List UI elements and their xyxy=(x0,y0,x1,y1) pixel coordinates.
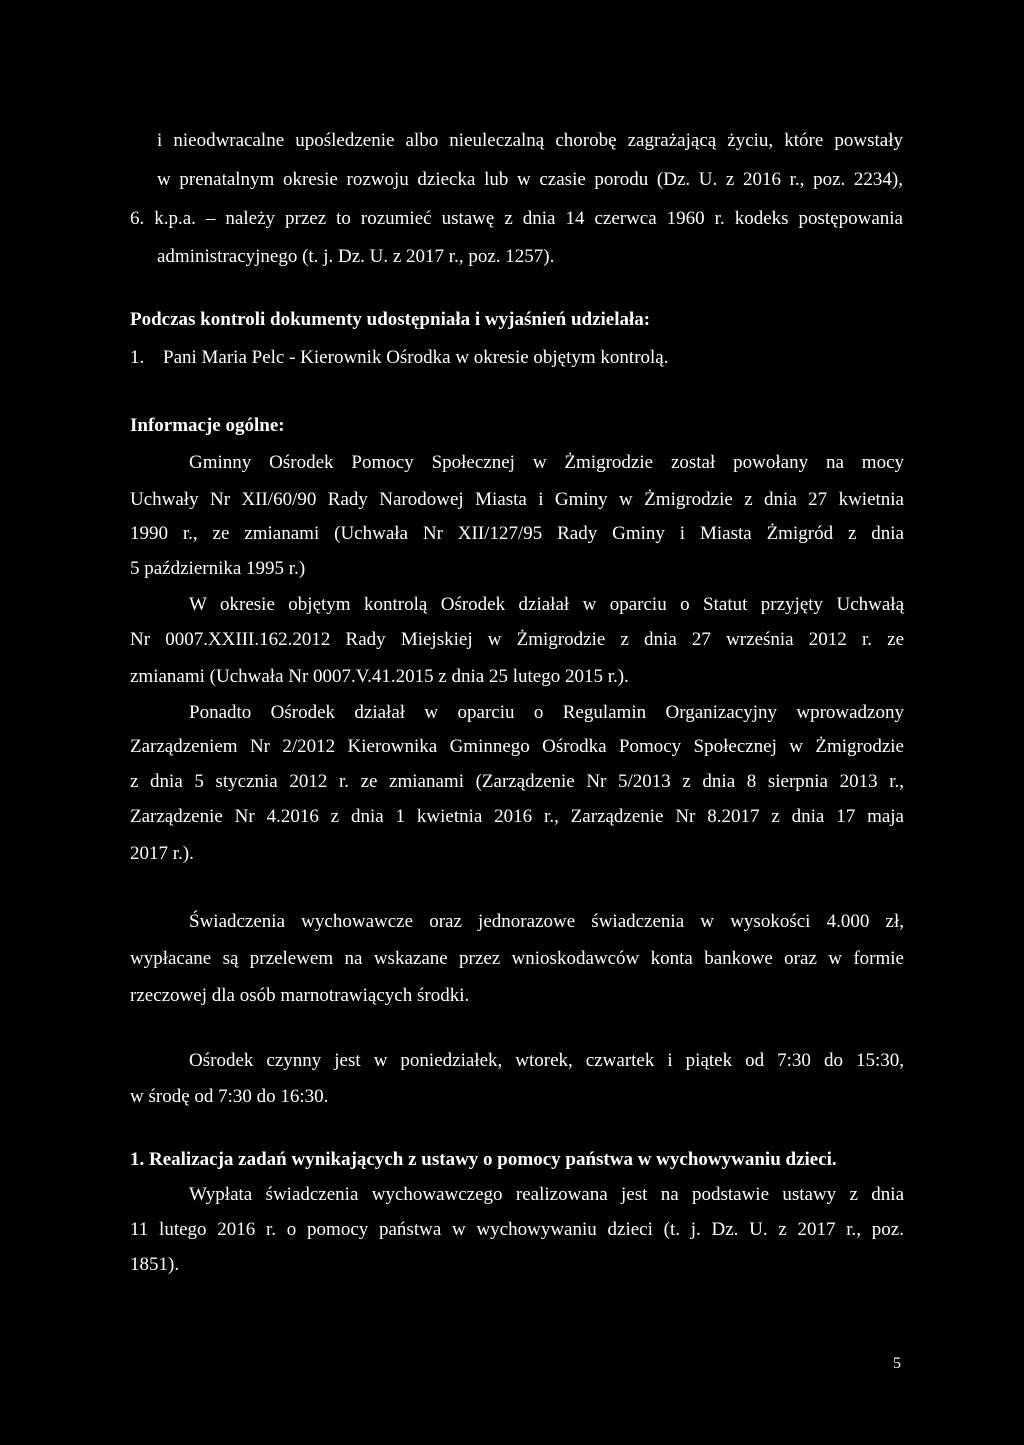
paragraph-line: 5 października 1995 r.) xyxy=(130,558,306,579)
paragraph-line: W okresie objętym kontrolą Ośrodek działał w oparciu o Statut przyjęty Uchwałą xyxy=(189,594,904,615)
paragraph-line: Świadczenia wychowawcze oraz jednorazowe świadczenia w wysokości 4.000 zł, xyxy=(189,911,904,932)
list-item-person: Pani Maria Pelc - Kierownik Ośrodka w okresie objętym kontrolą. xyxy=(163,347,669,368)
list-continuation-line: i nieodwracalne upośledzenie albo nieuleczalną chorobę zagrażającą życiu, które powstały xyxy=(157,130,903,151)
paragraph-line: Gminny Ośrodek Pomocy Społecznej w Żmigrodzie został powołany na mocy xyxy=(189,452,904,473)
section-heading-realization: 1. Realizacja zadań wynikających z ustawy o pomocy państwa w wychowywaniu dzieci. xyxy=(130,1149,837,1170)
list-continuation-line: administracyjnego (t. j. Dz. U. z 2017 r., poz. 1257). xyxy=(157,246,555,267)
paragraph-line: w środę od 7:30 do 16:30. xyxy=(130,1086,329,1107)
list-continuation-line: w prenatalnym okresie rozwoju dziecka lub w czasie porodu (Dz. U. z 2016 r., poz. 2234), xyxy=(157,169,903,190)
page-number: 5 xyxy=(893,1355,901,1372)
paragraph-line: Zarządzenie Nr 4.2016 z dnia 1 kwietnia 2016 r., Zarządzenie Nr 8.2017 z dnia 17 maja xyxy=(130,806,904,827)
paragraph-line: 1990 r., ze zmianami (Uchwała Nr XII/127/95 Rady Gminy i Miasta Żmigród z dnia xyxy=(130,523,904,544)
section-heading-control: Podczas kontroli dokumenty udostępniała i wyjaśnień udzielała: xyxy=(130,309,651,330)
paragraph-line: wypłacane są przelewem na wskazane przez wnioskodawców konta bankowe oraz w formie xyxy=(130,948,904,969)
paragraph-line: Zarządzeniem Nr 2/2012 Kierownika Gminnego Ośrodka Pomocy Społecznej w Żmigrodzie xyxy=(130,736,904,757)
paragraph-line: Ponadto Ośrodek działał w oparciu o Regulamin Organizacyjny wprowadzony xyxy=(189,702,904,723)
list-item-number: 1. xyxy=(130,347,145,368)
list-item-kpa: 6. k.p.a. – należy przez to rozumieć ustawę z dnia 14 czerwca 1960 r. kodeks postępowania xyxy=(130,208,903,229)
paragraph-line: rzeczowej dla osób marnotrawiących środki. xyxy=(130,985,470,1006)
paragraph-line: zmianami (Uchwała Nr 0007.V.41.2015 z dnia 25 lutego 2015 r.). xyxy=(130,666,629,687)
paragraph-line: Ośrodek czynny jest w poniedziałek, wtorek, czwartek i piątek od 7:30 do 15:30, xyxy=(189,1050,904,1071)
section-heading-general: Informacje ogólne: xyxy=(130,415,285,436)
paragraph-line: 11 lutego 2016 r. o pomocy państwa w wychowywaniu dzieci (t. j. Dz. U. z 2017 r., poz. xyxy=(130,1219,904,1240)
paragraph-line: Wypłata świadczenia wychowawczego realizowana jest na podstawie ustawy z dnia xyxy=(189,1184,904,1205)
paragraph-line: z dnia 5 stycznia 2012 r. ze zmianami (Zarządzenie Nr 5/2013 z dnia 8 sierpnia 2013 r., xyxy=(130,771,904,792)
paragraph-line: 1851). xyxy=(130,1254,180,1275)
paragraph-line: Nr 0007.XXIII.162.2012 Rady Miejskiej w Żmigrodzie z dnia 27 września 2012 r. ze xyxy=(130,629,904,650)
paragraph-line: Uchwały Nr XII/60/90 Rady Narodowej Miasta i Gminy w Żmigrodzie z dnia 27 kwietnia xyxy=(130,489,904,510)
paragraph-line: 2017 r.). xyxy=(130,843,194,864)
